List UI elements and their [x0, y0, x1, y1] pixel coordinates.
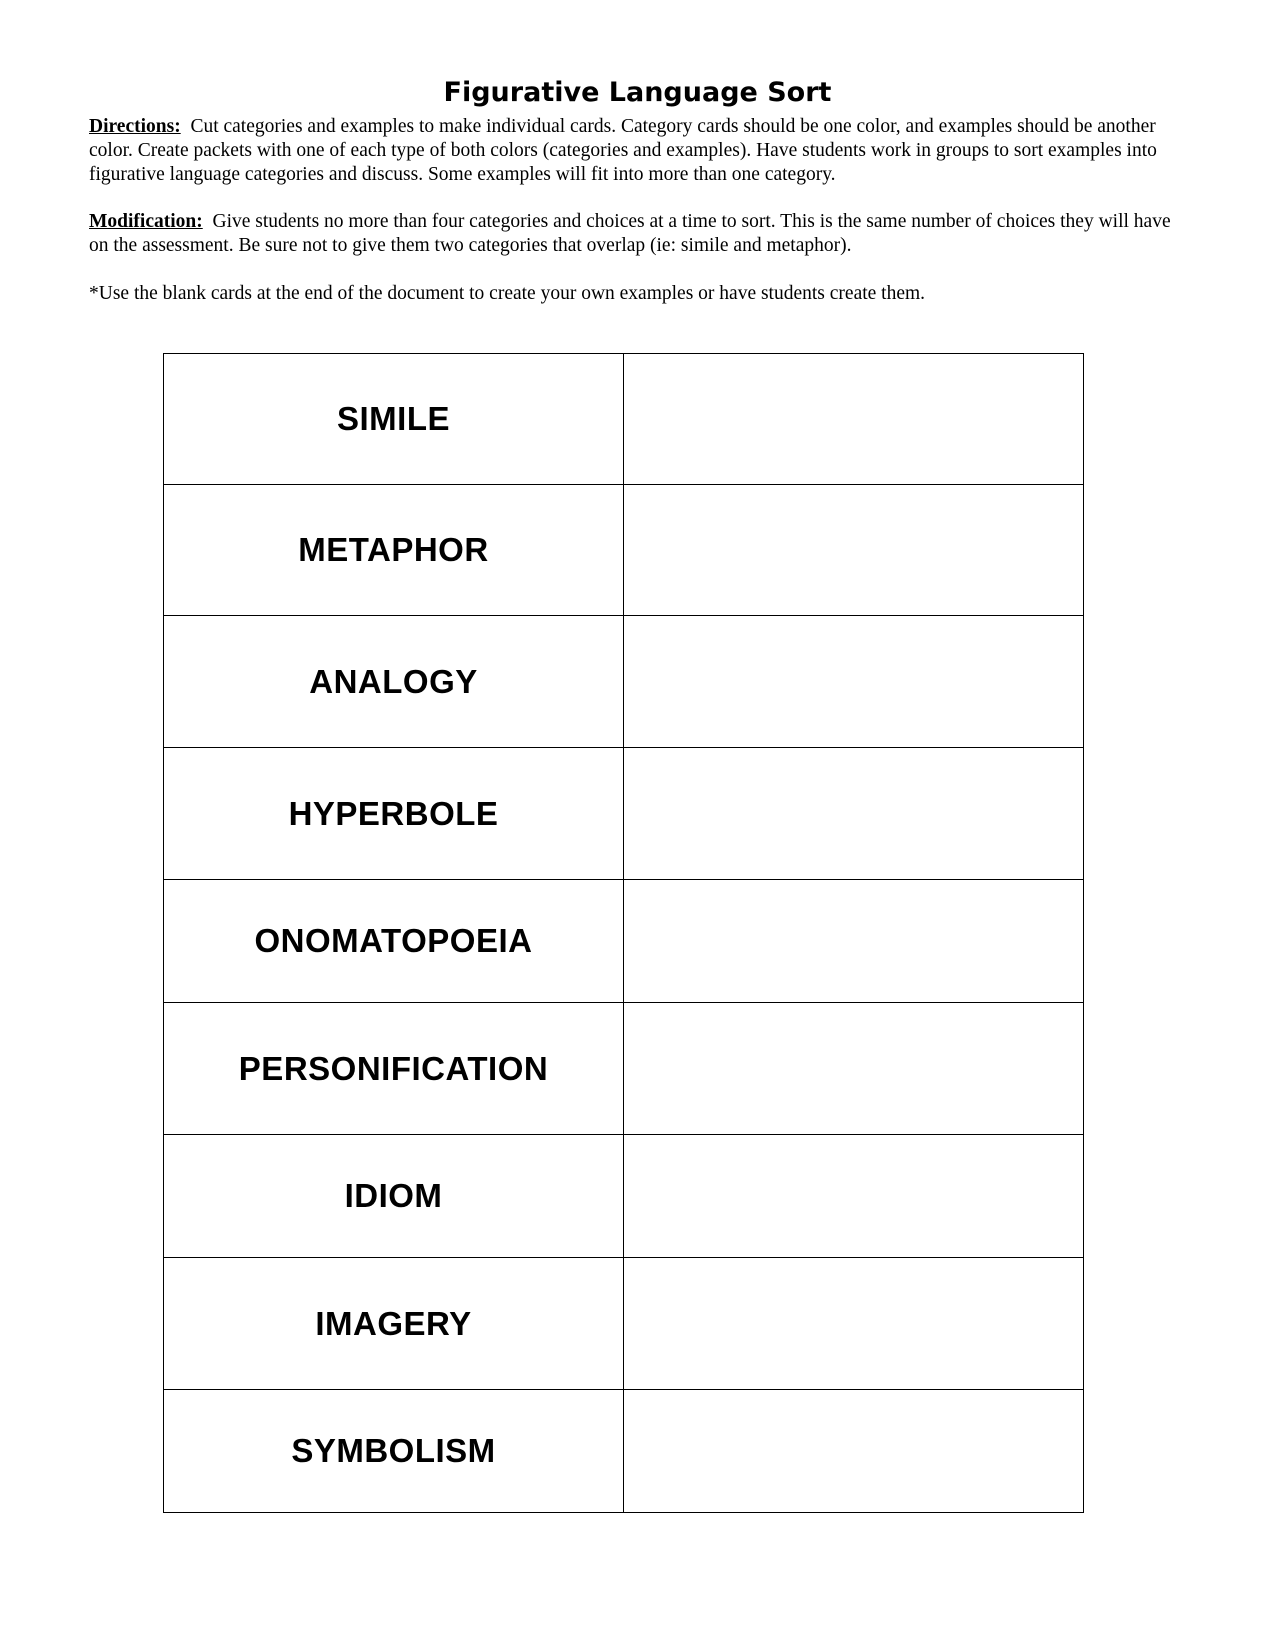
category-card-imagery: IMAGERY: [164, 1258, 624, 1390]
card-row: [164, 1003, 1084, 1135]
example-card-blank: [624, 1135, 1084, 1258]
card-row: [164, 1390, 1084, 1513]
category-card-metaphor: METAPHOR: [164, 485, 624, 616]
category-card-simile: SIMILE: [164, 354, 624, 485]
card-row: [164, 354, 1084, 485]
category-card-hyperbole: HYPERBOLE: [164, 748, 624, 880]
example-card-blank: [624, 1003, 1084, 1135]
directions-text: Cut categories and examples to make individual cards. Category cards should be one color, and examples should be another color. Create packets with one of each type of both colors (categories and examples). Have students work in groups to sort examples into figurative language categories and discuss. Some examples will fit into more than one category.: [89, 116, 1157, 185]
modification-text: Give students no more than four categories and choices at a time to sort. This is the same number of choices they will have on the assessment. Be sure not to give them two categories that overlap (ie: simile and metaphor).: [89, 211, 1171, 256]
category-card-analogy: ANALOGY: [164, 616, 624, 748]
example-card-blank: [624, 1258, 1084, 1390]
category-card-personification: PERSONIFICATION: [164, 1003, 624, 1135]
card-row: [164, 616, 1084, 748]
category-card-onomatopoeia: ONOMATOPOEIA: [164, 880, 624, 1003]
example-card-blank: [624, 748, 1084, 880]
example-card-blank: [624, 485, 1084, 616]
blank-cards-note: *Use the blank cards at the end of the document to create your own examples or have students create them.: [89, 283, 926, 304]
example-card-blank: [624, 354, 1084, 485]
example-card-blank: [624, 1390, 1084, 1513]
category-card-idiom: IDIOM: [164, 1135, 624, 1258]
modification-paragraph: [89, 210, 1189, 258]
card-row: [164, 880, 1084, 1003]
card-row: [164, 748, 1084, 880]
page-title: Figurative Language Sort: [443, 77, 832, 108]
example-card-blank: [624, 880, 1084, 1003]
card-row: [164, 1258, 1084, 1390]
card-row: [164, 1135, 1084, 1258]
example-card-blank: [624, 616, 1084, 748]
directions-label: Directions:: [89, 116, 181, 137]
category-card-table: [163, 353, 1084, 1513]
card-row: [164, 485, 1084, 616]
category-card-symbolism: SYMBOLISM: [164, 1390, 624, 1513]
modification-label: Modification:: [89, 211, 203, 232]
directions-paragraph: [89, 115, 1189, 187]
